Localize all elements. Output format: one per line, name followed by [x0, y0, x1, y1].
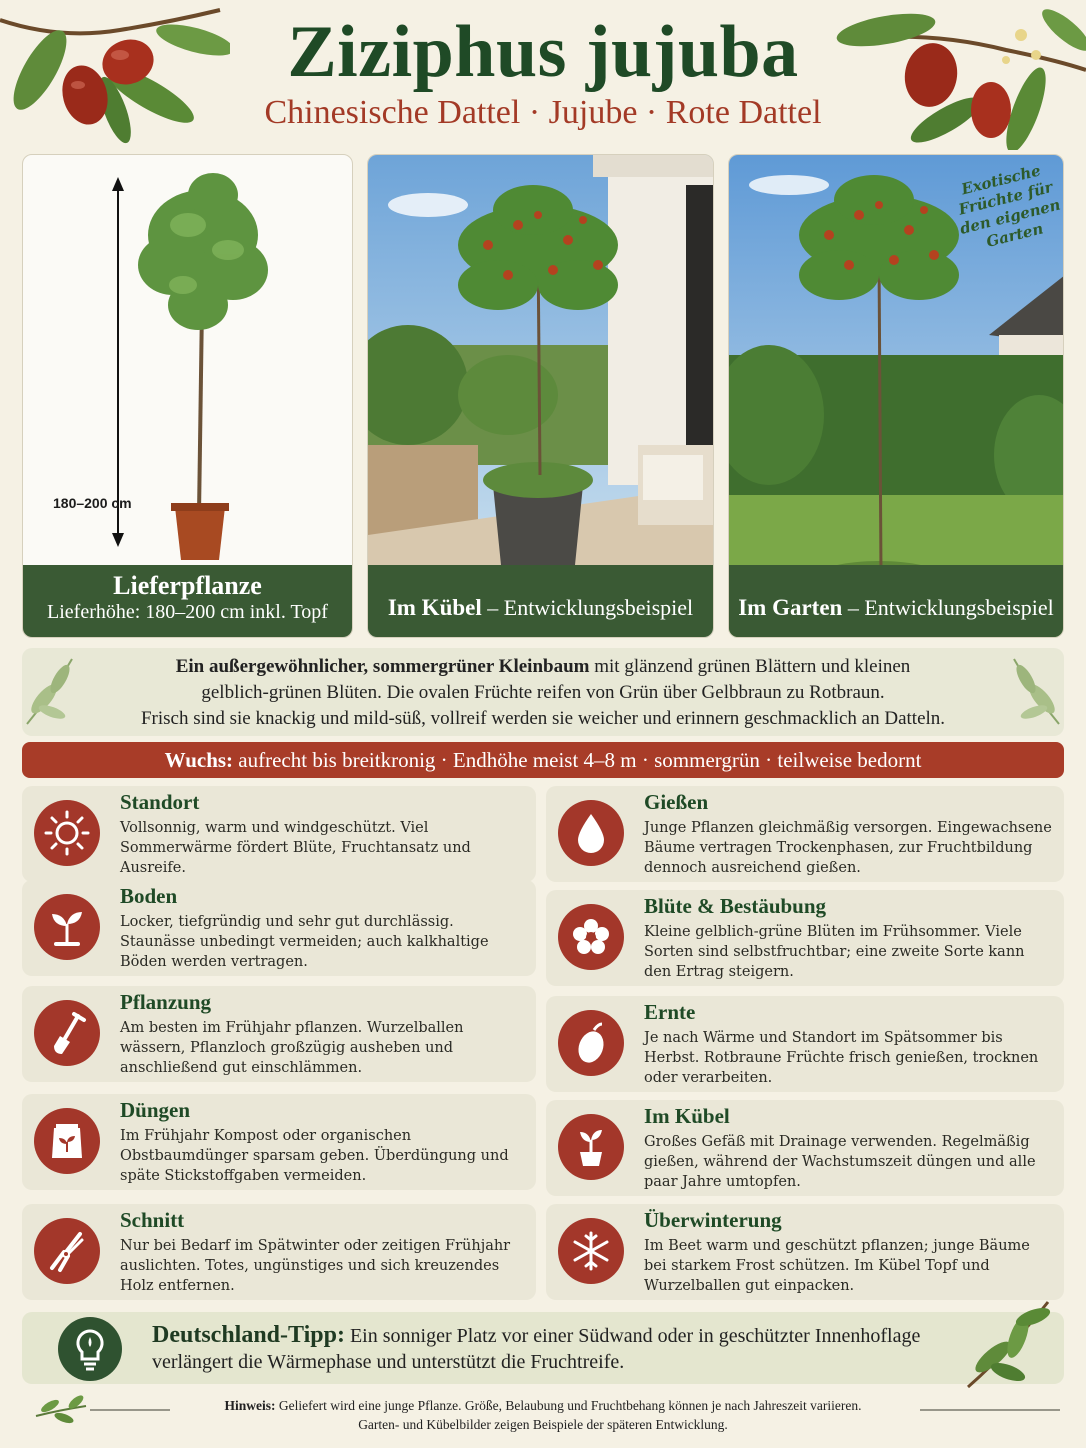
card-title: Boden	[120, 884, 178, 908]
note-line1: Geliefert wird eine junge Pflanze. Größe, Belaubung und Fruchtbehang können je nach Jahreszeit variieren.	[275, 1398, 862, 1413]
snowflake-icon	[558, 1218, 624, 1284]
leaf-branch-icon	[958, 1292, 1058, 1392]
card-title: Pflanzung	[120, 990, 212, 1014]
growth-text: aufrecht bis breitkronig · Endhöhe meist 4–8 m · sommergrün · teilweise bedornt	[233, 748, 922, 772]
card-title: Standort	[120, 790, 200, 814]
card-title: Schnitt	[120, 1208, 185, 1232]
sun-icon	[34, 800, 100, 866]
caption-subtitle: – Entwicklungsbeispiel	[487, 595, 694, 620]
card-title: Düngen	[120, 1098, 191, 1122]
card-title: Überwinterung	[644, 1208, 782, 1232]
caption-delivery-plant	[23, 565, 352, 637]
divider-right	[920, 1392, 1060, 1428]
fertilizer-bag-icon	[34, 1108, 100, 1174]
card-text: Nur bei Bedarf im Spätwinter oder zeitigen Frühjahr auslichten. Totes, ungünstiges und sich kreuzendes Holz entfernen.	[120, 1238, 511, 1294]
note-line2: Garten- und Kübelbilder zeigen Beispiele der späteren Entwicklung.	[358, 1417, 728, 1432]
tip-text: Ein sonniger Platz vor einer Südwand oder in geschützter Innenhoflage verlängert die Wärmephase und unterstützt die Fruchtreife.	[152, 1325, 921, 1373]
caption-subtitle: – Entwicklungsbeispiel	[847, 595, 1054, 620]
caption-container-plant	[368, 565, 713, 637]
sprout-icon	[34, 894, 100, 960]
card-text: Junge Pflanzen gleichmäßig versorgen. Eingewachsene Bäume vertragen Trockenphasen, zur Fruchtbildung dennoch ausreichend gießen.	[644, 820, 1052, 876]
height-label: 180–200 cm	[53, 495, 132, 511]
card-text: Vollsonnig, warm und windgeschützt. Viel Sommerwärme fördert Blüte, Fruchtansatz und Ausreife.	[120, 820, 471, 876]
growth-banner	[22, 742, 1064, 778]
card-im-kuebel	[546, 1100, 1064, 1196]
card-title: Blüte & Bestäubung	[644, 894, 827, 918]
intro-paragraph	[22, 648, 1064, 736]
note-label: Hinweis:	[224, 1398, 276, 1413]
leaf-sprig-left-icon	[22, 654, 82, 730]
lightbulb-icon	[58, 1317, 122, 1381]
page-title: Ziziphus jujuba	[287, 11, 799, 93]
caption-subtitle: Lieferhöhe: 180–200 cm inkl. Topf	[47, 601, 328, 623]
shovel-icon	[34, 1000, 100, 1066]
card-title: Gießen	[644, 790, 709, 814]
flower-icon	[558, 904, 624, 970]
card-title: Im Kübel	[644, 1104, 730, 1128]
leaf-sprig-right-icon	[1004, 654, 1064, 730]
card-text: Am besten im Frühjahr pflanzen. Wurzelballen wässern, Pflanzloch großzügig ausheben und anschließend gut einschlämmen.	[120, 1020, 464, 1076]
page-subtitle: Chinesische Dattel · Jujube · Rote Dattel	[264, 94, 822, 131]
intro-line2: gelblich-grünen Blüten. Die ovalen Früchte reifen von Grün über Gelbbraun zu Rotbraun.	[201, 682, 885, 703]
card-title: Ernte	[644, 1000, 696, 1024]
card-text: Im Frühjahr Kompost oder organischen Obstbaumdünger sparsam geben. Überdüngung und späte Stickstoffgaben vermeiden.	[120, 1128, 509, 1184]
caption-title: Im Garten	[738, 595, 843, 620]
potted-plant-icon	[558, 1114, 624, 1180]
tip-label: Deutschland-Tipp:	[152, 1322, 345, 1348]
card-ueberwinterung	[546, 1204, 1064, 1300]
intro-line3: Frisch sind sie knackig und mild-süß, vollreif werden sie weicher und erinnern geschmacklich an Datteln.	[140, 708, 946, 729]
caption-title: Im Kübel	[387, 595, 482, 620]
script-note: Exotische Früchte für den eigenen Garten	[956, 161, 1063, 251]
card-text: Großes Gefäß mit Drainage verwenden. Regelmäßig gießen, während der Wachstumszeit düngen und alle paar Jahre umtopfen.	[644, 1134, 1036, 1190]
card-text: Im Beet warm und geschützt pflanzen; junge Bäume bei starkem Frost schützen. Im Kübel Topf und Wurzelballen gut einpacken.	[644, 1238, 1030, 1294]
photo-delivery-plant	[22, 154, 353, 638]
card-giessen	[546, 786, 1064, 882]
germany-tip	[22, 1312, 1064, 1384]
photo-container-plant	[367, 154, 714, 638]
card-bluete	[546, 890, 1064, 986]
card-boden	[22, 880, 536, 976]
card-ernte	[546, 996, 1064, 1092]
pruning-shears-icon	[34, 1218, 100, 1284]
intro-line1: mit glänzend grünen Blättern und kleinen	[589, 656, 911, 677]
growth-label: Wuchs:	[164, 748, 234, 772]
fruit-icon	[558, 1010, 624, 1076]
card-duengen	[22, 1094, 536, 1190]
card-text: Je nach Wärme und Standort im Spätsommer bis Herbst. Rotbraune Früchte frisch genießen, trocknen oder verarbeiten.	[644, 1030, 1039, 1086]
caption-garden-plant	[729, 565, 1063, 637]
card-pflanzung	[22, 986, 536, 1082]
intro-lead: Ein außergewöhnlicher, sommergrüner Kleinbaum	[175, 656, 590, 677]
card-text: Locker, tiefgründig und sehr gut durchlässig. Staunässe unbedingt vermeiden; auch kalkhaltige Böden werden vertragen.	[120, 914, 489, 970]
caption-title: Lieferpflanze	[113, 571, 262, 600]
card-standort	[22, 786, 536, 882]
card-text: Kleine gelblich-grüne Blüten im Frühsommer. Viele Sorten sind selbstfruchtbar; eine zweite Sorte kann den Ertrag steigern.	[644, 924, 1025, 980]
header	[0, 0, 1086, 150]
card-schnitt	[22, 1204, 536, 1300]
footer-note	[170, 1396, 916, 1434]
leaf-ornament-left-icon	[30, 1392, 170, 1428]
water-drop-icon	[558, 800, 624, 866]
